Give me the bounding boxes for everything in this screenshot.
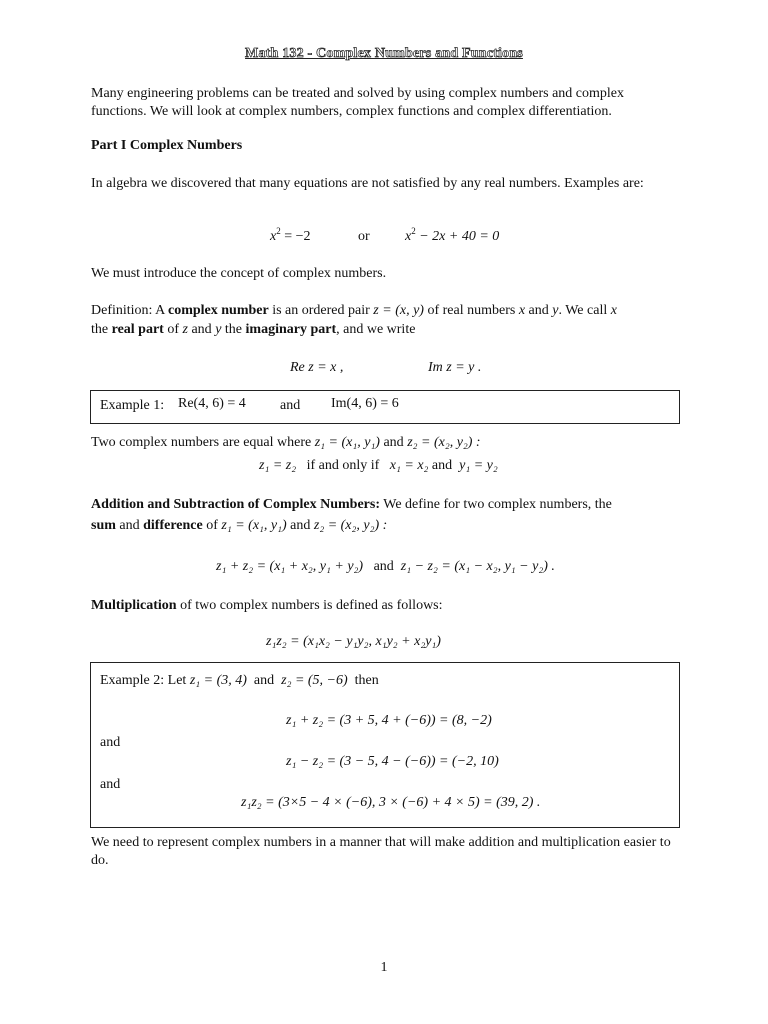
example-1-and: and (280, 398, 301, 413)
intro-paragraph: Many engineering problems can be treated and solved by using complex numbers and complex functions. We will look at complex numbers, complex functions and complex differentiation. (91, 86, 625, 119)
example-1-re: Re(4, 6) = 4 (178, 396, 246, 411)
multiplication-equation: z₁z₂ = (x₁x₂ − y₁y₂, x₁y₂ + x₂y₁) (266, 634, 441, 649)
page-number: 1 (380, 960, 388, 975)
page-title: Math 132 - Complex Numbers and Functions (245, 46, 523, 61)
multiplication-line: Multiplication of two complex numbers is defined as follows: (91, 598, 443, 613)
example-2-intro: Example 2: Let z₁ = (3, 4) and z₂ = (5, −6) then (100, 673, 379, 688)
example-2-and-2: and (100, 777, 121, 792)
definition-line-2: the real part of z and y the imaginary part, and we write (91, 322, 416, 337)
example-2-difference: z₁ − z₂ = (3 − 5, 4 − (−6)) = (−2, 10) (286, 754, 499, 769)
example-1-label: Example 1: (100, 398, 165, 413)
example-1-im: Im(4, 6) = 6 (331, 396, 399, 411)
equation-2: $x^2 - 2x + 40 = 0$ (405, 226, 500, 244)
algebra-paragraph: In algebra we discovered that many equations are not satisfied by any real numbers. Examples are: (91, 176, 644, 191)
example-2-product: z₁z₂ = (3×5 − 4 × (−6), 3 × (−6) + 4 × 5) = (39, 2) . (241, 795, 541, 810)
addsub-line-2: sum and difference of z₁ = (x₁, y₁) and z₂ = (x₂, y₂) : (91, 518, 388, 533)
example-1-box (90, 390, 680, 424)
equation-1: $x^2 = -2$ (270, 226, 311, 244)
equation-or: or (358, 229, 370, 244)
equality-condition: z₁ = z₂ if and only if x₁ = x₂ and y₁ = y₂ (259, 458, 498, 473)
re-equation: Re z = x , (290, 360, 344, 375)
example-2-and-1: and (100, 735, 121, 750)
part1-heading: Part I Complex Numbers (91, 138, 243, 153)
closing-paragraph: We need to represent complex numbers in a manner that will make addition and multiplication easier to do. (91, 835, 671, 868)
addsub-line-1: Addition and Subtraction of Complex Numbers: We define for two complex numbers, the (91, 497, 612, 512)
addsub-equations: z₁ + z₂ = (x₁ + x₂, y₁ + y₂) and z₁ − z₂ = (x₁ − x₂, y₁ − y₂) . (216, 559, 555, 574)
example-2-sum: z₁ + z₂ = (3 + 5, 4 + (−6)) = (8, −2) (286, 713, 492, 728)
definition-line-1: Definition: A complex number is an ordered pair z = (x, y) of real numbers x and y. We call x (91, 303, 617, 318)
must-introduce-text: We must introduce the concept of complex numbers. (91, 266, 387, 281)
example-2-box (90, 662, 680, 828)
im-equation: Im z = y . (428, 360, 482, 375)
equality-line: Two complex numbers are equal where z₁ = (x₁, y₁) and z₂ = (x₂, y₂) : (91, 435, 481, 450)
